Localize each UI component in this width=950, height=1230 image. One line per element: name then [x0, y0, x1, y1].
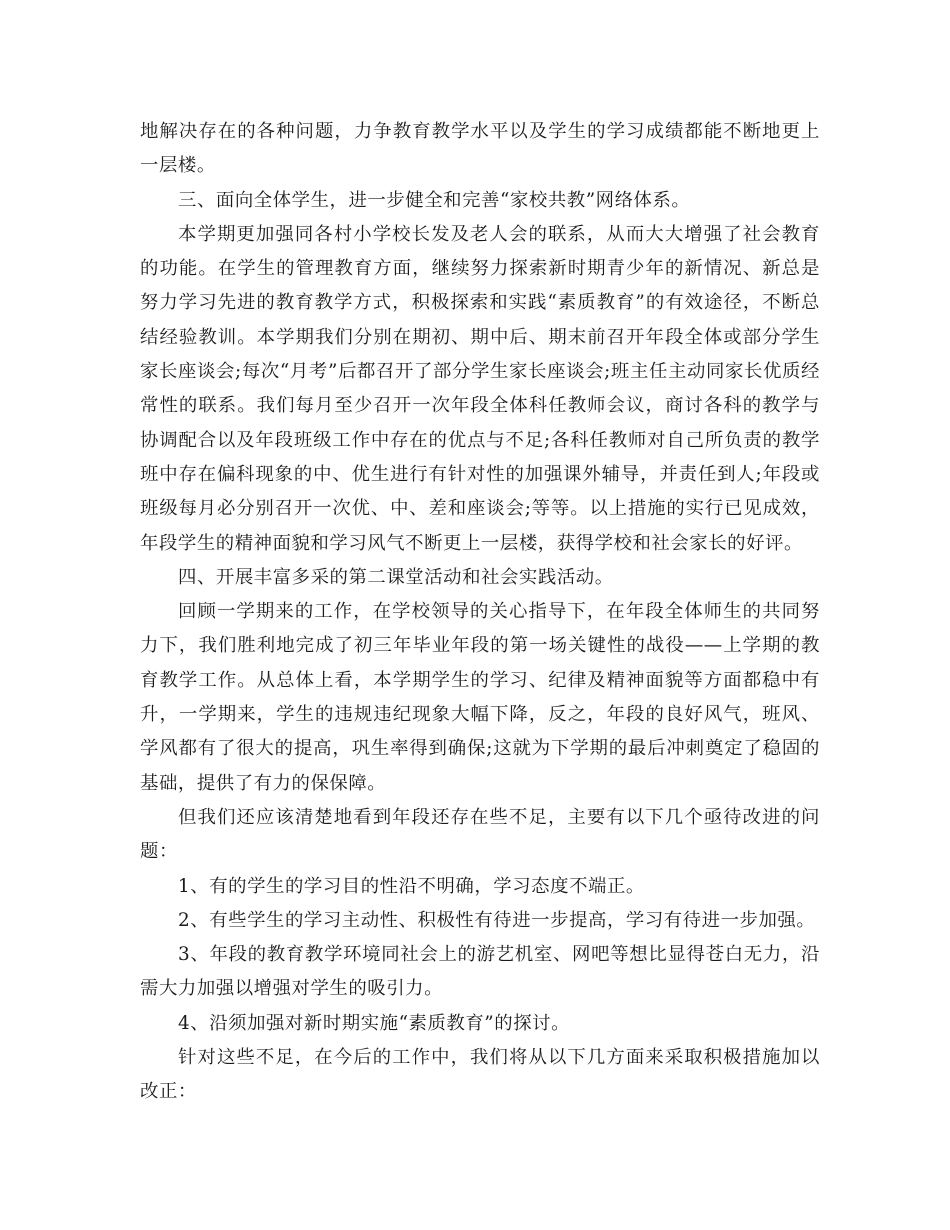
document-body — [140, 115, 820, 1110]
list-item-3: 3、年段的教育教学环境同社会上的游艺机室、网吧等想比显得苍白无力，沿需大力加强以增强对学生的吸引力。 — [140, 944, 820, 1000]
paragraph-home-school: 本学期更加强同各村小学校长发及老人会的联系，从而大大增强了社会教育的功能。在学生的管理教育方面，继续努力探索新时期青少年的新情况、新总是努力学习先进的教育教学方式，积极探索和实践“素质教育”的有效途径，不断总结经验教训。本学期我们分别在期初、期中后、期末前召开年段全体或部分学生家长座谈会;每次“月考”后都召开了部分学生家长座谈会;班主任主动同家长优质经常性的联系。我们每月至少召开一次年段全体科任教师会议，商讨各科的教学与协调配合以及年段班级工作中存在的优点与不足;各科任教师对自己所负责的教学班中存在偏科现象的中、优生进行有针对性的加强课外辅导，并责任到人;年段或班级每月必分别召开一次优、中、差和座谈会;等等。以上措施的实行已见成效，年段学生的精神面貌和学习风气不断更上一层楼，获得学校和社会家长的好评。 — [140, 223, 820, 554]
paragraph-review: 回顾一学期来的工作，在学校领导的关心指导下，在年段全体师生的共同努力下，我们胜利地完成了初三年毕业年段的第一场关键性的战役——上学期的教育教学工作。从总体上看，本学期学生的学习、纪律及精神面貌等方面都稳中有升，一学期来，学生的违规违纪现象大幅下降，反之，年段的良好风气，班风、学风都有了很大的提高，巩生率得到确保;这就为下学期的最后冲刺奠定了稳固的基础，提供了有力的保保障。 — [140, 601, 820, 794]
list-item-2: 2、有些学生的学习主动性、积极性有待进一步提高，学习有待进一步加强。 — [178, 909, 816, 931]
section-heading-three: 三、面向全体学生，进一步健全和完善“家校共教”网络体系。 — [178, 189, 691, 211]
section-heading-four: 四、开展丰富多采的第二课堂活动和社会实践活动。 — [178, 566, 614, 588]
paragraph-shortcomings-intro: 但我们还应该清楚地看到年段还存在些不足，主要有以下几个亟待改进的问题： — [140, 806, 820, 863]
paragraph-measures-intro: 针对这些不足，在今后的工作中，我们将从以下几方面来采取积极措施加以改正： — [140, 1047, 820, 1103]
paragraph-continuation: 地解决存在的各种问题，力争教育教学水平以及学生的学习成绩都能不断地更上一层楼。 — [140, 121, 820, 177]
list-item-4: 4、沿须加强对新时期实施“素质教育”的探讨。 — [178, 1012, 571, 1034]
list-item-1: 1、有的学生的学习目的性沿不明确，学习态度不端正。 — [178, 875, 645, 897]
